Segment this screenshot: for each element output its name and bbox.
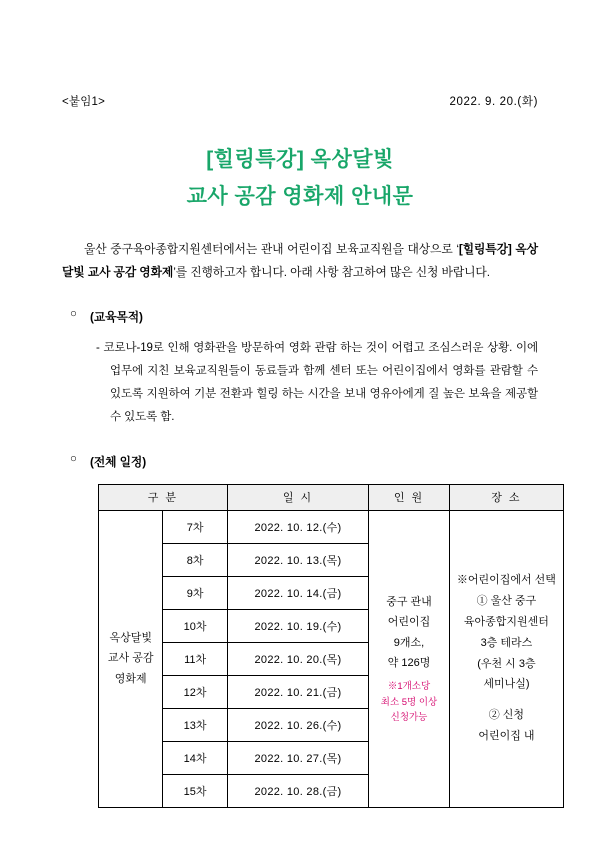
title-line-1: [힐링특강] 옥상달빛 — [206, 148, 394, 171]
cell-date: 2022. 10. 26.(수) — [227, 708, 368, 741]
place-option-2-line-1: ② 신청 — [488, 709, 525, 722]
place-option-1-line-4: (우천 시 3층 — [477, 657, 536, 670]
section-purpose-body: - 코로나-19로 인해 영화관을 방문하여 영화 관람 하는 것이 어렵고 조심스러운 상황. 이에 업무에 지친 보육교직원들이 동료들과 함께 센터 또는 어린이집에서 영화를 관람할 수 있도록 지원하여 기분 전환과 힐링 하는 시간을 보내 영유아에게 질 높은 보육을 제공할 수 있도록 함. — [96, 341, 538, 423]
cell-program-name — [99, 510, 163, 807]
program-name-line-2: 교사 공감 — [107, 652, 154, 665]
place-option-1-line-3: 3층 테라스 — [480, 636, 533, 649]
column-header-datetime: 일 시 — [227, 484, 368, 510]
cell-date: 2022. 10. 21.(금) — [227, 675, 368, 708]
cell-round: 10차 — [163, 609, 227, 642]
place-spacer — [450, 695, 563, 705]
section-schedule-heading — [62, 453, 538, 470]
cell-round: 13차 — [163, 708, 227, 741]
section-purpose-heading — [62, 308, 538, 325]
cell-round: 11차 — [163, 642, 227, 675]
schedule-table-body — [99, 510, 564, 807]
place-option-1-line-2: 육아종합지원센터 — [463, 615, 549, 628]
cell-place — [449, 510, 563, 807]
table-row — [99, 510, 564, 543]
column-header-division: 구 분 — [99, 484, 228, 510]
cell-round: 14차 — [163, 741, 227, 774]
document-date: 2022. 9. 20.(화) — [449, 96, 538, 108]
program-name-line-3: 영화제 — [114, 672, 147, 685]
cell-date: 2022. 10. 20.(목) — [227, 642, 368, 675]
cell-date: 2022. 10. 14.(금) — [227, 576, 368, 609]
schedule-table-head — [99, 484, 564, 510]
attachment-label: <붙임1> — [62, 96, 106, 108]
count-note-line-2: 최소 5명 이상 — [380, 696, 438, 708]
count-note-line-3: 신청가능 — [390, 711, 428, 723]
bullet-circle-icon: ○ — [70, 307, 77, 320]
count-line-3: 9개소, — [393, 636, 425, 649]
column-header-place: 장 소 — [449, 484, 563, 510]
cell-date: 2022. 10. 28.(금) — [227, 774, 368, 807]
section-schedule — [62, 452, 556, 808]
title-line-2: 교사 공감 영화제 안내문 — [186, 184, 414, 208]
document-header — [62, 0, 538, 109]
section-purpose-title: (교육목적) — [90, 309, 143, 324]
document-title — [62, 142, 538, 216]
program-name-line-1: 옥상달빛 — [109, 631, 152, 644]
cell-date: 2022. 10. 13.(목) — [227, 543, 368, 576]
cell-people-count — [369, 510, 450, 807]
section-purpose — [62, 308, 538, 429]
cell-round: 15차 — [163, 774, 227, 807]
count-note — [369, 679, 449, 725]
schedule-table — [98, 484, 564, 808]
column-header-people: 인 원 — [369, 484, 450, 510]
intro-part-1: 울산 중구육아종합지원센터에서는 관내 어린이집 보육교직원을 대상으로 ‘ — [84, 241, 459, 256]
count-note-line-1: ※1개소당 — [387, 681, 431, 693]
cell-round: 7차 — [163, 510, 227, 543]
cell-round: 12차 — [163, 675, 227, 708]
intro-paragraph — [62, 238, 538, 284]
cell-date: 2022. 10. 12.(수) — [227, 510, 368, 543]
count-line-4: 약 126명 — [387, 657, 431, 670]
bullet-circle-icon: ○ — [70, 452, 77, 465]
intro-program-name: [힐링특강] 옥상달빛 교사 공감 영화제 — [62, 241, 538, 279]
cell-round: 8차 — [163, 543, 227, 576]
count-line-2: 어린이집 — [387, 616, 431, 629]
cell-date: 2022. 10. 19.(수) — [227, 609, 368, 642]
section-schedule-title: (전체 일정) — [90, 454, 147, 469]
place-option-1-line-5: 세미나실) — [483, 678, 530, 691]
count-line-1: 중구 관내 — [386, 596, 432, 609]
cell-round: 9차 — [163, 576, 227, 609]
place-option-1-line-1: ① 울산 중구 — [476, 594, 537, 607]
table-header-row — [99, 484, 564, 510]
place-head: ※어린이집에서 선택 — [456, 573, 556, 586]
cell-date: 2022. 10. 27.(목) — [227, 741, 368, 774]
place-option-2-line-2: 어린이집 내 — [478, 730, 535, 743]
intro-part-2: ’를 진행하고자 합니다. 아래 사항 참고하여 많은 신청 바랍니다. — [173, 264, 490, 279]
